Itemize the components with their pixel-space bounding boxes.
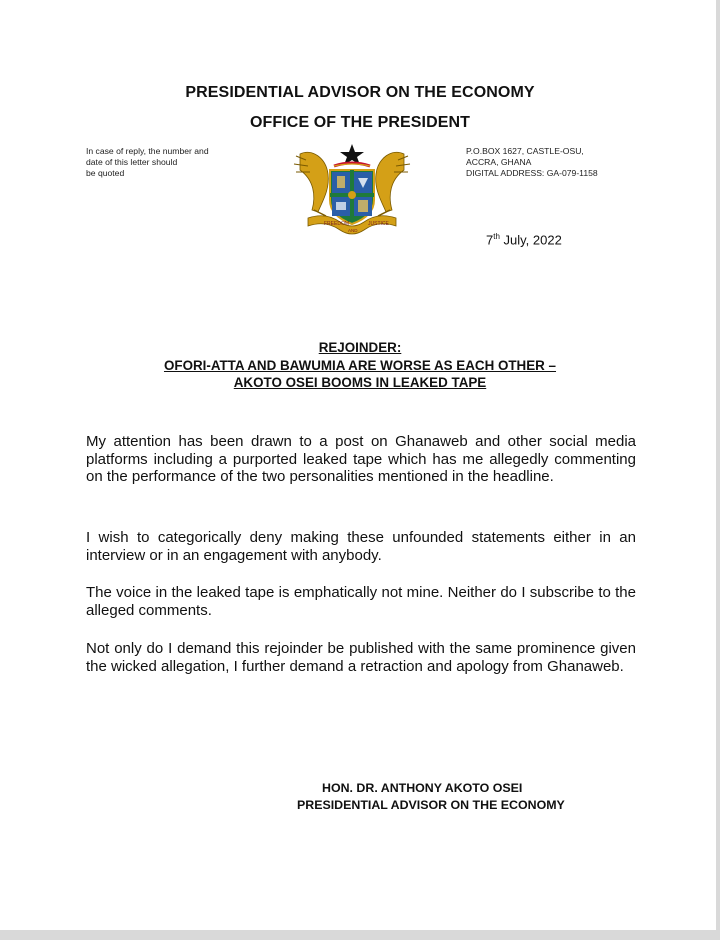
signatory-title: PRESIDENTIAL ADVISOR ON THE ECONOMY (297, 798, 565, 812)
body-paragraph: Not only do I demand this rejoinder be published with the same prominence given the wicked allegation, I further demand a retraction and apology from Ghanaweb. (86, 640, 636, 675)
date-suffix: th (493, 232, 500, 241)
reply-note (86, 146, 236, 178)
reply-note-line: be quoted (86, 167, 125, 178)
reply-note-line: date of this letter should (86, 156, 178, 167)
rejoinder-heading: REJOINDER: (318, 340, 402, 355)
rejoinder-headline-cont: AKOTO OSEI BOOMS IN LEAKED TAPE (233, 375, 487, 390)
motto-left: FREEDOM (324, 221, 349, 227)
motto-center: AND (348, 228, 358, 233)
body-paragraph: I wish to categorically deny making these unfounded statements either in an interview or in an engagement with anybody. (86, 529, 636, 564)
body-paragraph: My attention has been drawn to a post on Ghanaweb and other social media platforms including a purported leaked tape which has me allegedly commenting on the performance of the two personalities mentioned in the headline. (86, 433, 636, 486)
address-line: P.O.BOX 1627, CASTLE-OSU, (466, 146, 584, 156)
postal-address (466, 146, 636, 178)
letterhead-title: PRESIDENTIAL ADVISOR ON THE ECONOMY (185, 84, 535, 101)
date-day: 7 (486, 232, 494, 248)
motto-right: JUSTICE (368, 221, 389, 227)
letterhead-subtitle: OFFICE OF THE PRESIDENT (249, 114, 471, 131)
rejoinder-headline: OFORI-ATTA AND BAWUMIA ARE WORSE AS EACH OTHER – (163, 358, 557, 373)
address-line: DIGITAL ADDRESS: GA-079-1158 (466, 167, 598, 178)
date-rest: July, 2022 (499, 232, 562, 248)
reply-note-line: In case of reply, the number and (86, 146, 209, 156)
letter-date (486, 232, 562, 247)
address-line: ACCRA, GHANA (466, 156, 532, 167)
body-paragraph: The voice in the leaked tape is emphatically not mine. Neither do I subscribe to the alleged comments. (86, 584, 636, 619)
signatory-name: HON. DR. ANTHONY AKOTO OSEI (322, 781, 523, 795)
ghana-coat-of-arms-icon (292, 140, 412, 240)
